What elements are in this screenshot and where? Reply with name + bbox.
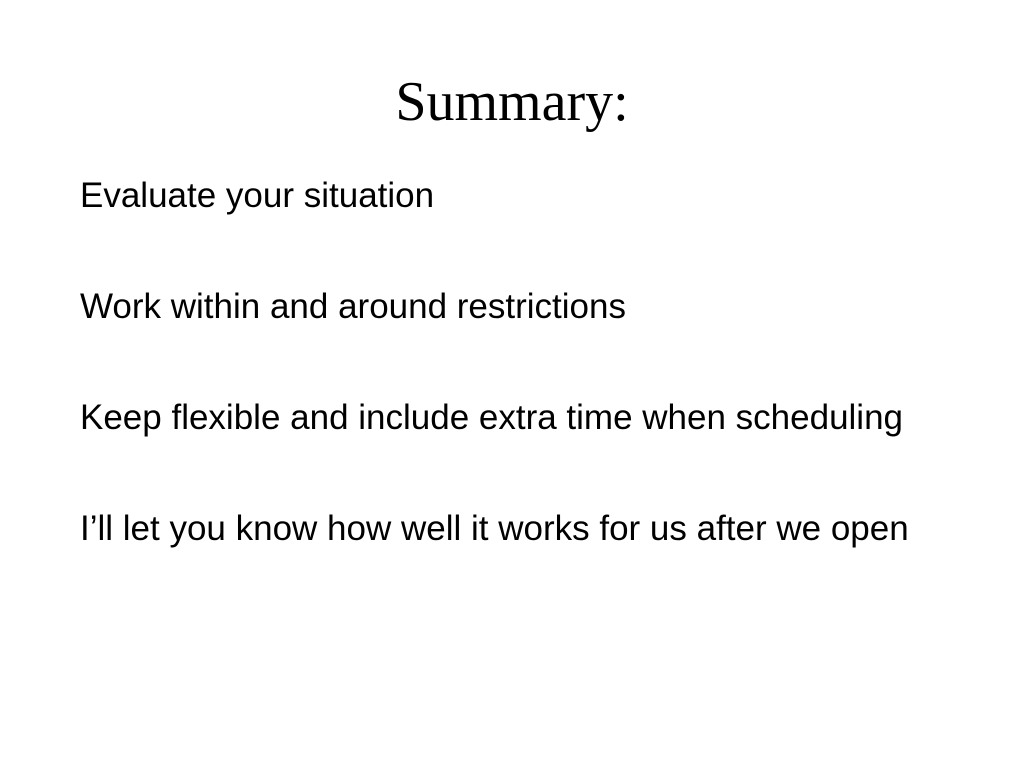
bullet-item: I’ll let you know how well it works for us after we open xyxy=(80,509,909,548)
bullet-item: Keep flexible and include extra time when scheduling xyxy=(80,398,904,437)
slide-title: Summary: xyxy=(395,71,629,133)
bullet-list xyxy=(80,172,960,616)
bullet-item: Evaluate your situation xyxy=(80,176,435,215)
bullet-item: Work within and around restrictions xyxy=(80,287,626,326)
